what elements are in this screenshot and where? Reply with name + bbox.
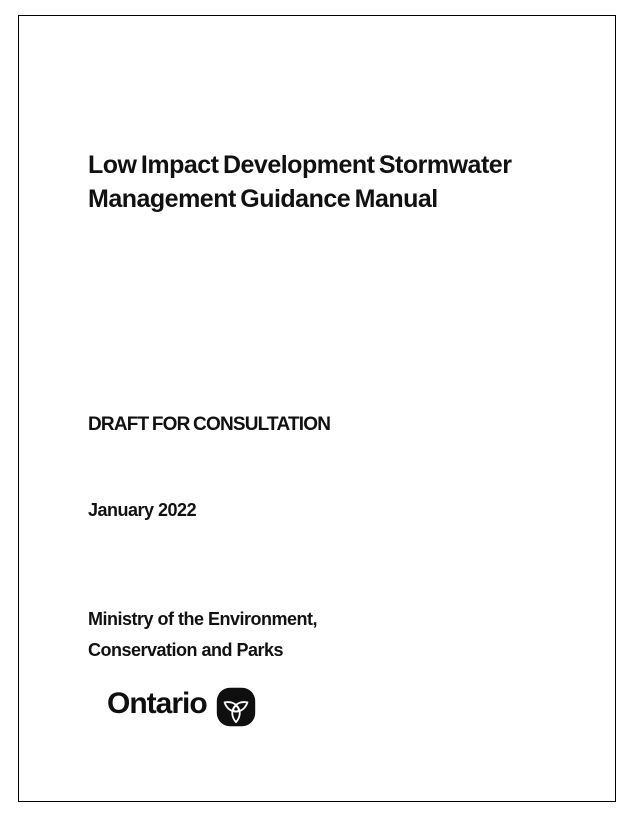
ontario-wordmark: Ontario xyxy=(107,687,207,720)
ontario-logo xyxy=(107,684,256,727)
ontario-trillium-icon xyxy=(216,687,256,727)
document-title xyxy=(88,148,511,216)
title-line-1: Low Impact Development Stormwater xyxy=(88,151,512,179)
ministry-name xyxy=(88,604,317,666)
ministry-name-line-2: Conservation and Parks xyxy=(88,640,284,660)
title-line-2: Management Guidance Manual xyxy=(88,185,438,213)
draft-status-label: DRAFT FOR CONSULTATION xyxy=(88,414,331,435)
cover-page-border xyxy=(18,15,616,802)
ministry-name-line-1: Ministry of the Environment, xyxy=(88,609,318,629)
publication-date: January 2022 xyxy=(88,500,197,520)
